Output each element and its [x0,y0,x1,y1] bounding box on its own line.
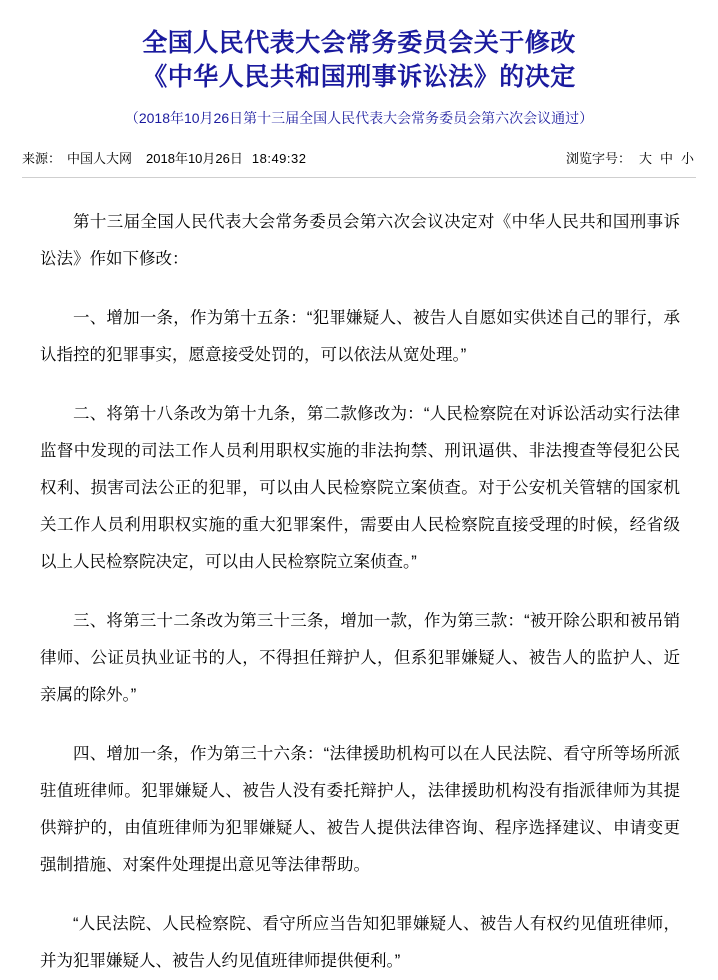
article-paragraph-item-2: 二、将第十八条改为第十九条，第二款修改为：“人民检察院在对诉讼活动实行法律监督中发现的司法工作人员利用职权实施的非法拘禁、刑讯逼供、非法搜查等侵犯公民权利、损害司法公正的犯罪，可以由人民检察院立案侦查。对于公安机关管辖的国家机关工作人员利用职权实施的重大犯罪案件，需要由人民检察院直接受理的时候，经省级以上人民检察院决定，可以由人民检察院立案侦查。” [40,405,680,571]
font-size-control [566,150,694,168]
article-body [40,178,680,980]
document-subtitle: （2018年10月26日第十三届全国人民代表大会常务委员会第六次会议通过） [124,110,594,126]
source-value: 中国人大网 [67,151,133,166]
article-paragraph-item-4: 四、增加一条，作为第三十六条：“法律援助机构可以在人民法院、看守所等场所派驻值班律师。犯罪嫌疑人、被告人没有委托辩护人，法律援助机构没有指派律师为其提供辩护的，由值班律师为犯罪嫌疑人、被告人提供法律咨询、程序选择建议、申请变更强制措施、对案件处理提出意见等法律帮助。 [40,745,680,874]
font-size-large-button[interactable]: 大 [638,151,652,166]
font-size-medium-button[interactable]: 中 [659,151,673,166]
font-size-small-button[interactable]: 小 [680,151,694,166]
metadata-bar [22,150,696,178]
article-paragraph-intro: 第十三届全国人民代表大会常务委员会第六次会议决定对《中华人民共和国刑事诉讼法》作如下修改： [40,213,680,268]
article-paragraph-item-3: 三、将第三十二条改为第三十三条，增加一款，作为第三款：“被开除公职和被吊销律师、公证员执业证书的人，不得担任辩护人，但系犯罪嫌疑人、被告人的监护人、近亲属的除外。” [40,612,680,704]
metadata-left-group [22,150,306,168]
page-title [0,26,718,94]
publish-time: 18:49:32 [251,151,307,166]
article-paragraph-item-4-continued: “人民法院、人民检察院、看守所应当告知犯罪嫌疑人、被告人有权约见值班律师，并为犯罪嫌疑人、被告人约见值班律师提供便利。” [40,915,680,970]
font-size-label: 浏览字号： [565,151,631,166]
title-block [0,0,718,128]
title-line-2: 《中华人民共和国刑事诉讼法》的决定 [142,63,576,91]
article-paragraph-item-1: 一、增加一条，作为第十五条：“犯罪嫌疑人、被告人自愿如实供述自己的罪行，承认指控的犯罪事实，愿意接受处罚的，可以依法从宽处理。” [40,309,680,364]
publish-date: 2018年10月26日 [146,151,243,166]
source-label: 来源： [22,151,62,166]
title-line-1: 全国人民代表大会常务委员会关于修改 [142,29,576,57]
